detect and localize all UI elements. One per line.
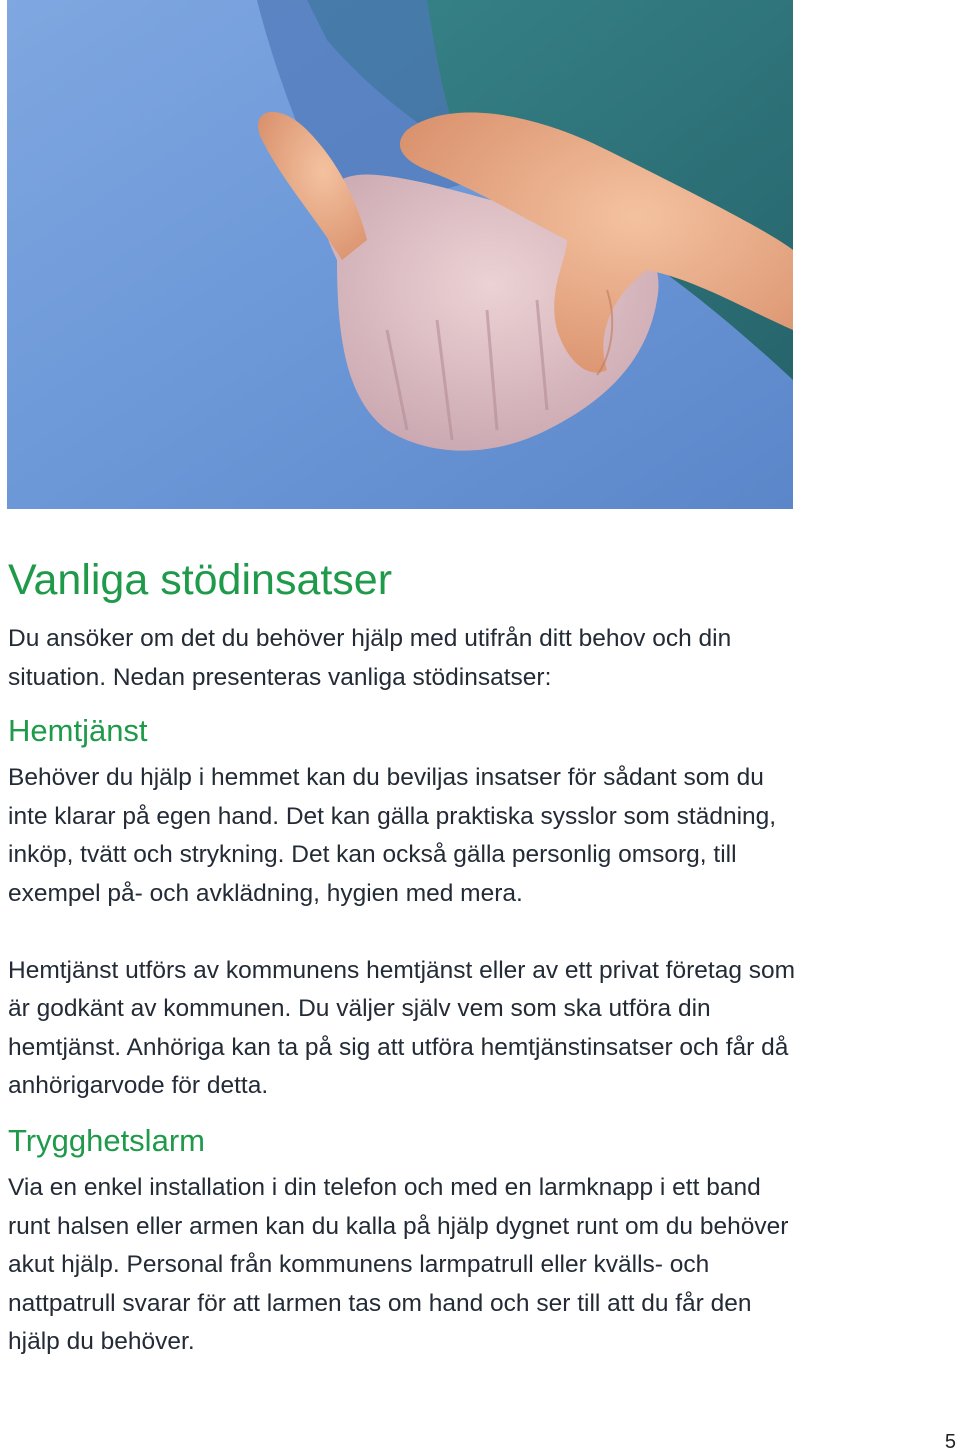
hemtjanst-paragraph-1: Behöver du hjälp i hemmet kan du beviljas insatser för sådant som du inte klarar på egen hand. Det kan gälla praktiska sysslor som städning, inköp, tvätt och strykning. Det kan också gälla personlig omsorg, till exempel på- och avklädning, hygien med mera. bbox=[8, 764, 777, 907]
intro-paragraph: Du ansöker om det du behöver hjälp med utifrån ditt behov och din situation. Nedan presenteras vanliga stödinsatser: bbox=[8, 625, 732, 691]
page-title: Vanliga stödinsatser bbox=[8, 556, 393, 604]
hands-illustration bbox=[7, 0, 793, 509]
section-heading-trygghetslarm: Trygghetslarm bbox=[8, 1122, 205, 1158]
page-number: 5 bbox=[944, 1431, 956, 1453]
trygghetslarm-paragraph: Via en enkel installation i din telefon och med en larmknapp i ett band runt halsen eller armen kan du kalla på hjälp dygnet runt om du behöver akut hjälp. Personal från kommunens larmpatrull eller kvälls- och nattpatrull svarar för att larmen tas om hand och ser till att du får den hjälp du behöver. bbox=[8, 1173, 789, 1356]
section-heading-hemtjanst: Hemtjänst bbox=[8, 713, 148, 749]
article bbox=[8, 552, 808, 1362]
hands-photo bbox=[7, 0, 793, 509]
hemtjanst-paragraph-2: Hemtjänst utförs av kommunens hemtjänst eller av ett privat företag som är godkänt av kommunen. Du väljer själv vem som ska utföra din hemtjänst. Anhöriga kan ta på sig att utföra hemtjänstinsatser och får då anhörigarvode för detta. bbox=[8, 956, 796, 1100]
